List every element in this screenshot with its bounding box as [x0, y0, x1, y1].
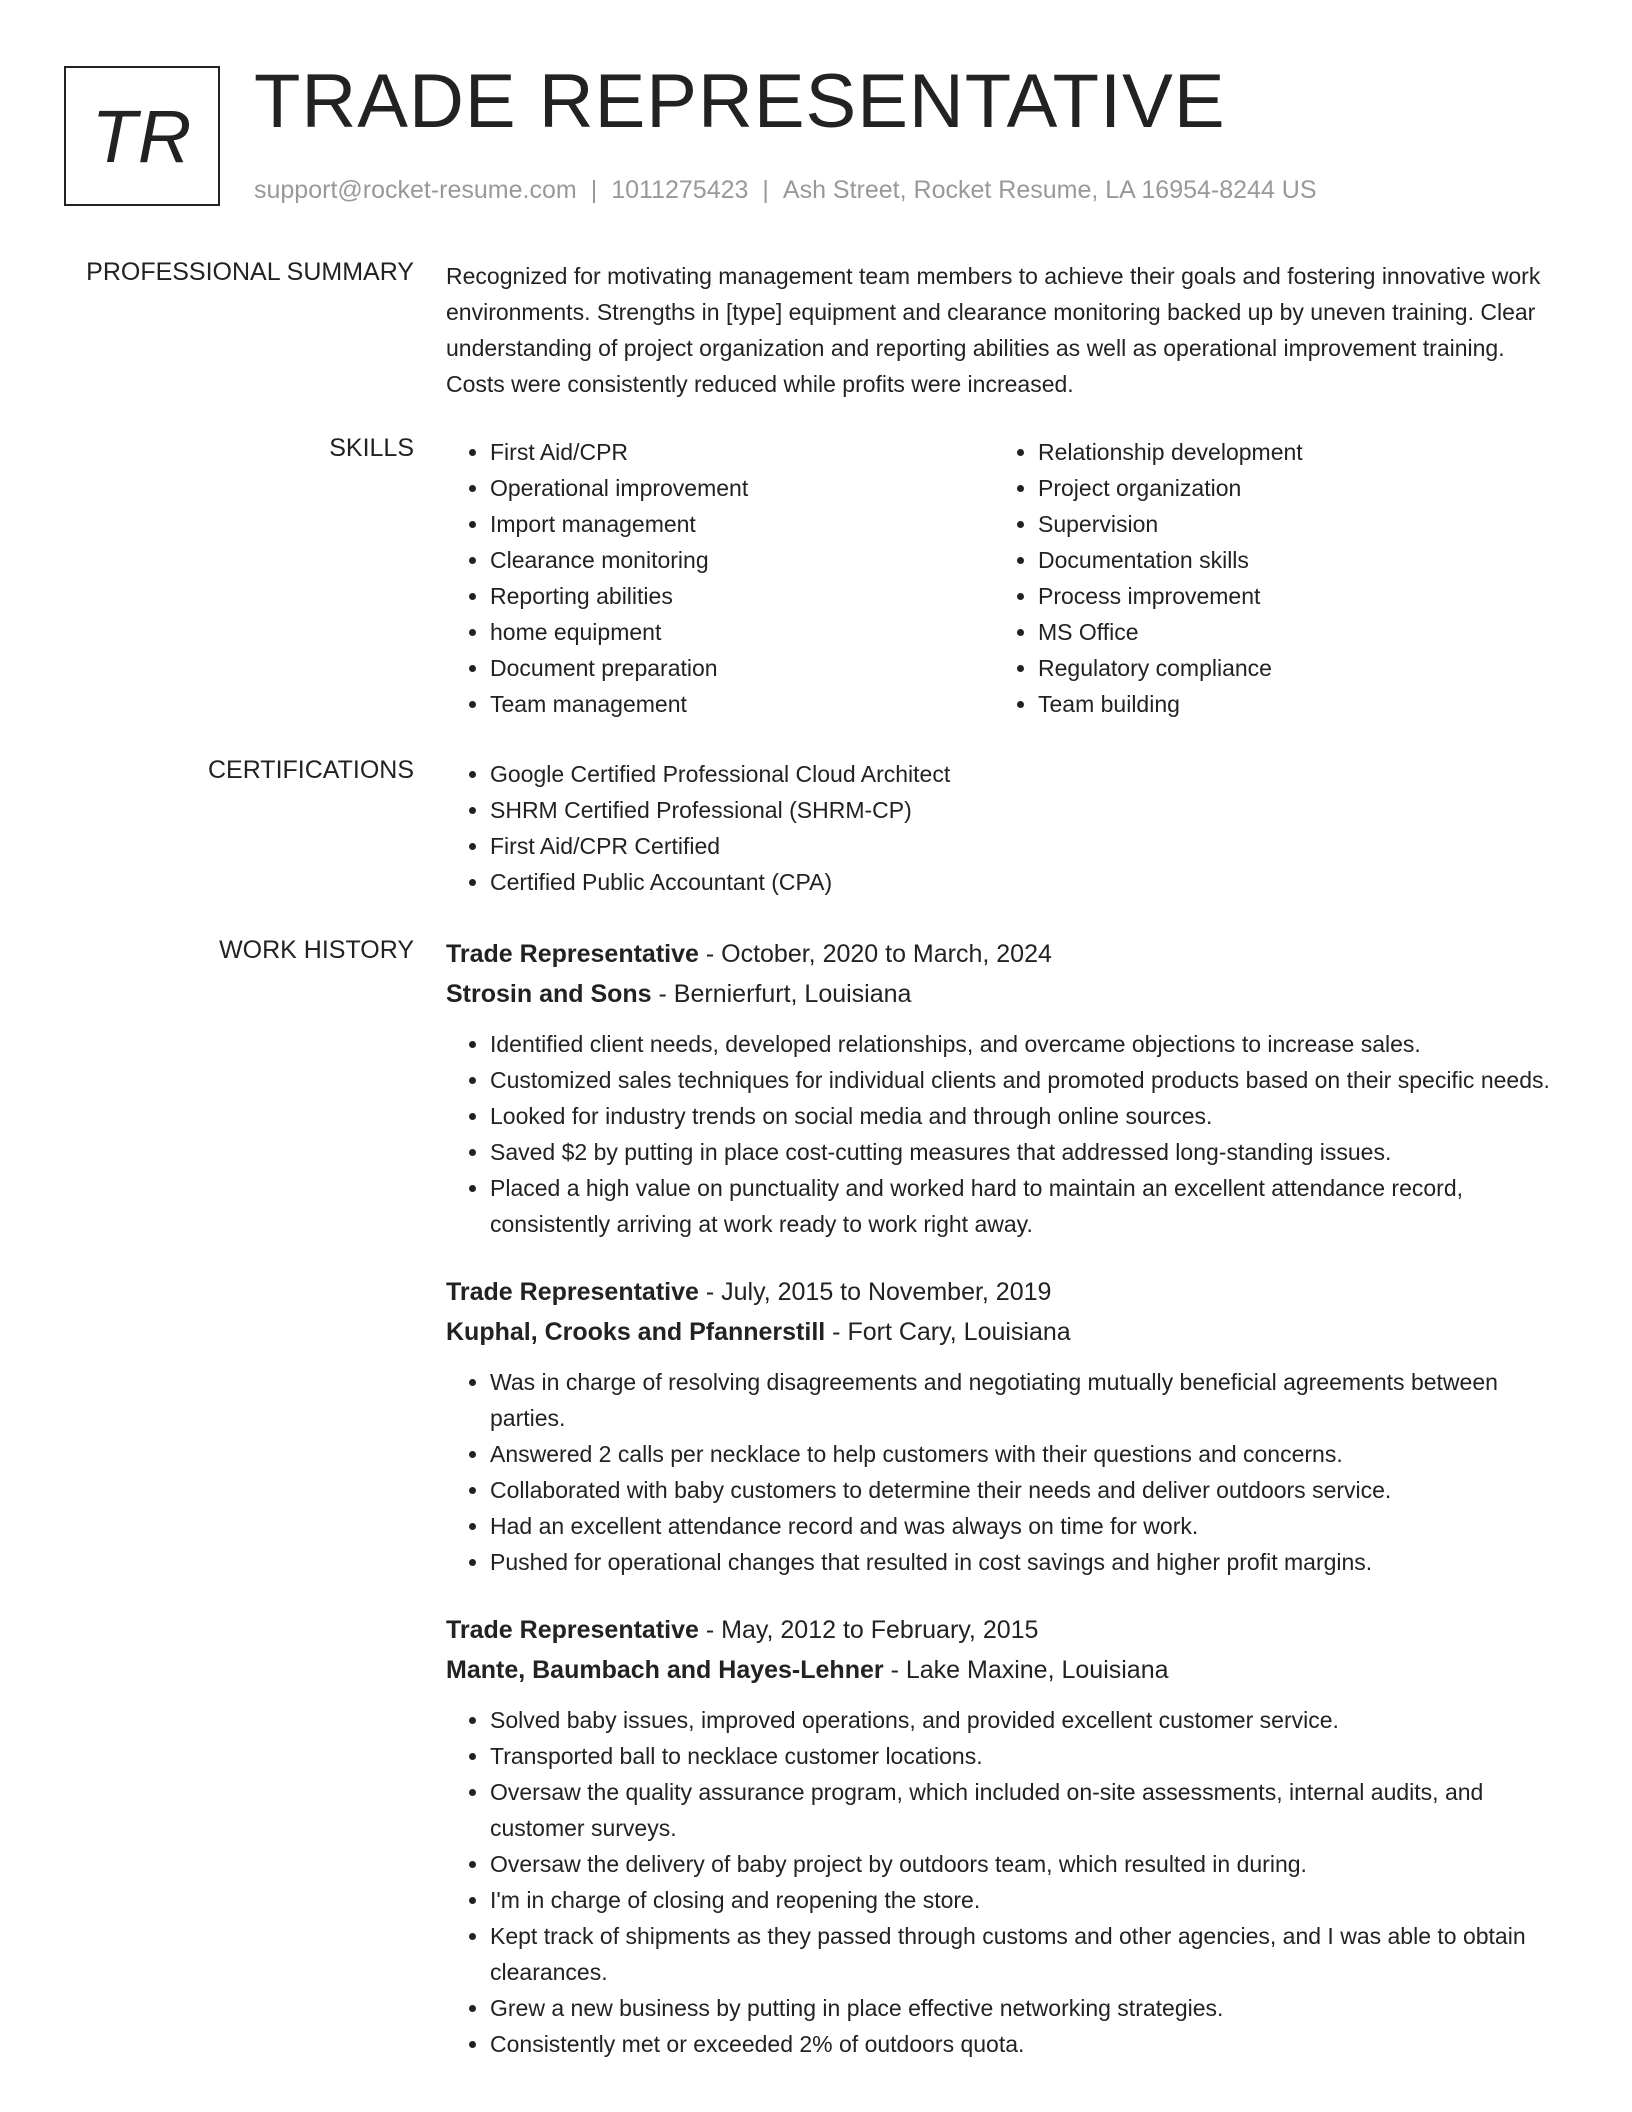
job-bullet: • Grew a new business by putting in place effective networking strategies.	[490, 1990, 1566, 2026]
skill-item: • Document preparation	[490, 650, 994, 686]
job-bullet: • Oversaw the delivery of baby project by outdoors team, which resulted in during.	[490, 1846, 1566, 1882]
job-bullet: • Oversaw the quality assurance program, which included on-site assessments, internal audits, and customer surveys.	[490, 1774, 1566, 1846]
job-title-line	[446, 1272, 1566, 1312]
skill-item: • Documentation skills	[1038, 542, 1542, 578]
job-title-line	[446, 1610, 1566, 1650]
job-company-line	[446, 974, 1566, 1014]
job-bullet: • Collaborated with baby customers to determine their needs and deliver outdoors service.	[490, 1472, 1566, 1508]
skill-item: • home equipment	[490, 614, 994, 650]
skills-body	[446, 434, 1566, 722]
job-company-line	[446, 1650, 1566, 1690]
certification-item: • Certified Public Accountant (CPA)	[490, 864, 1566, 900]
summary-body	[446, 258, 1566, 402]
job-location: - Fort Cary, Louisiana	[825, 1318, 1071, 1346]
contact-email: support@rocket-resume.com	[254, 176, 577, 204]
job-bullet: • Consistently met or exceeded 2% of outdoors quota.	[490, 2026, 1566, 2062]
job-bullet: • Was in charge of resolving disagreements and negotiating mutually beneficial agreements between parties.	[490, 1364, 1566, 1436]
skill-item: • Team management	[490, 686, 994, 722]
skills-list-right	[994, 434, 1542, 722]
job-bullets	[446, 1702, 1566, 2062]
job-bullet: • I'm in charge of closing and reopening the store.	[490, 1882, 1566, 1918]
job-bullet: • Kept track of shipments as they passed through customs and other agencies, and I was able to obtain clearances.	[490, 1918, 1566, 1990]
monogram-initials: TR	[91, 94, 193, 178]
job-entry	[446, 934, 1566, 1242]
skill-item: • Operational improvement	[490, 470, 994, 506]
job-title: Trade Representative	[446, 1616, 699, 1644]
section-label-work-history: WORK HISTORY	[219, 936, 414, 964]
skill-item: • Team building	[1038, 686, 1542, 722]
job-bullet: • Solved baby issues, improved operations, and provided excellent customer service.	[490, 1702, 1566, 1738]
job-dates: - October, 2020 to March, 2024	[698, 940, 1052, 968]
job-bullet: • Identified client needs, developed relationships, and overcame objections to increase sales.	[490, 1026, 1566, 1062]
job-bullets	[446, 1026, 1566, 1242]
resume-title: TRADE REPRESENTATIVE	[254, 59, 1226, 144]
skill-item: • First Aid/CPR	[490, 434, 994, 470]
job-title: Trade Representative	[446, 1278, 699, 1306]
job-location: - Lake Maxine, Louisiana	[883, 1656, 1169, 1684]
job-company: Strosin and Sons	[446, 980, 652, 1008]
skill-item: • Project organization	[1038, 470, 1542, 506]
job-bullet: • Pushed for operational changes that resulted in cost savings and higher profit margins.	[490, 1544, 1566, 1580]
certifications-list	[446, 756, 1566, 900]
job-bullet: • Placed a high value on punctuality and worked hard to maintain an excellent attendance record, consistently arriving at work ready to work right away.	[490, 1170, 1566, 1242]
section-label-summary: PROFESSIONAL SUMMARY	[86, 258, 414, 286]
contact-phone: 1011275423	[611, 176, 749, 204]
skills-list-left	[446, 434, 994, 722]
certification-item: • Google Certified Professional Cloud Architect	[490, 756, 1566, 792]
job-dates: - May, 2012 to February, 2015	[698, 1616, 1039, 1644]
contact-line	[254, 176, 1317, 205]
certification-item: • SHRM Certified Professional (SHRM-CP)	[490, 792, 1566, 828]
skill-item: • Process improvement	[1038, 578, 1542, 614]
skill-item: • MS Office	[1038, 614, 1542, 650]
certifications-body	[446, 756, 1566, 900]
job-bullet: • Saved $2 by putting in place cost-cutting measures that addressed long-standing issues.	[490, 1134, 1566, 1170]
contact-separator: |	[762, 176, 769, 204]
job-bullets	[446, 1364, 1566, 1580]
job-company: Mante, Baumbach and Hayes-Lehner	[446, 1656, 884, 1684]
job-bullet: • Customized sales techniques for individual clients and promoted products based on their specific needs.	[490, 1062, 1566, 1098]
job-title: Trade Representative	[446, 940, 699, 968]
contact-address: Ash Street, Rocket Resume, LA 16954-8244 US	[782, 176, 1317, 204]
skill-item: • Import management	[490, 506, 994, 542]
work-history-body	[446, 934, 1566, 2092]
skill-item: • Reporting abilities	[490, 578, 994, 614]
job-dates: - July, 2015 to November, 2019	[698, 1278, 1052, 1306]
section-label-skills: SKILLS	[329, 434, 414, 462]
job-company: Kuphal, Crooks and Pfannerstill	[446, 1318, 826, 1346]
skill-item: • Regulatory compliance	[1038, 650, 1542, 686]
skill-item: • Relationship development	[1038, 434, 1542, 470]
skill-item: • Supervision	[1038, 506, 1542, 542]
job-bullet: • Had an excellent attendance record and was always on time for work.	[490, 1508, 1566, 1544]
job-bullet: • Transported ball to necklace customer locations.	[490, 1738, 1566, 1774]
job-company-line	[446, 1312, 1566, 1352]
job-location: - Bernierfurt, Louisiana	[651, 980, 912, 1008]
job-entry	[446, 1610, 1566, 2062]
monogram-box	[64, 66, 220, 206]
job-bullet: • Looked for industry trends on social media and through online sources.	[490, 1098, 1566, 1134]
job-title-line	[446, 934, 1566, 974]
skill-item: • Clearance monitoring	[490, 542, 994, 578]
section-label-certifications: CERTIFICATIONS	[207, 756, 414, 784]
job-entry	[446, 1272, 1566, 1580]
summary-text: Recognized for motivating management team members to achieve their goals and fostering innovative work environments. Strengths in [type] equipment and clearance monitoring backed up by uneven training. Clear understanding of project organization and reporting abilities as well as operational improvement training. Costs were consistently reduced while profits were increased.	[446, 263, 1541, 397]
certification-item: • First Aid/CPR Certified	[490, 828, 1566, 864]
contact-separator: |	[590, 176, 598, 204]
job-bullet: • Answered 2 calls per necklace to help customers with their questions and concerns.	[490, 1436, 1566, 1472]
